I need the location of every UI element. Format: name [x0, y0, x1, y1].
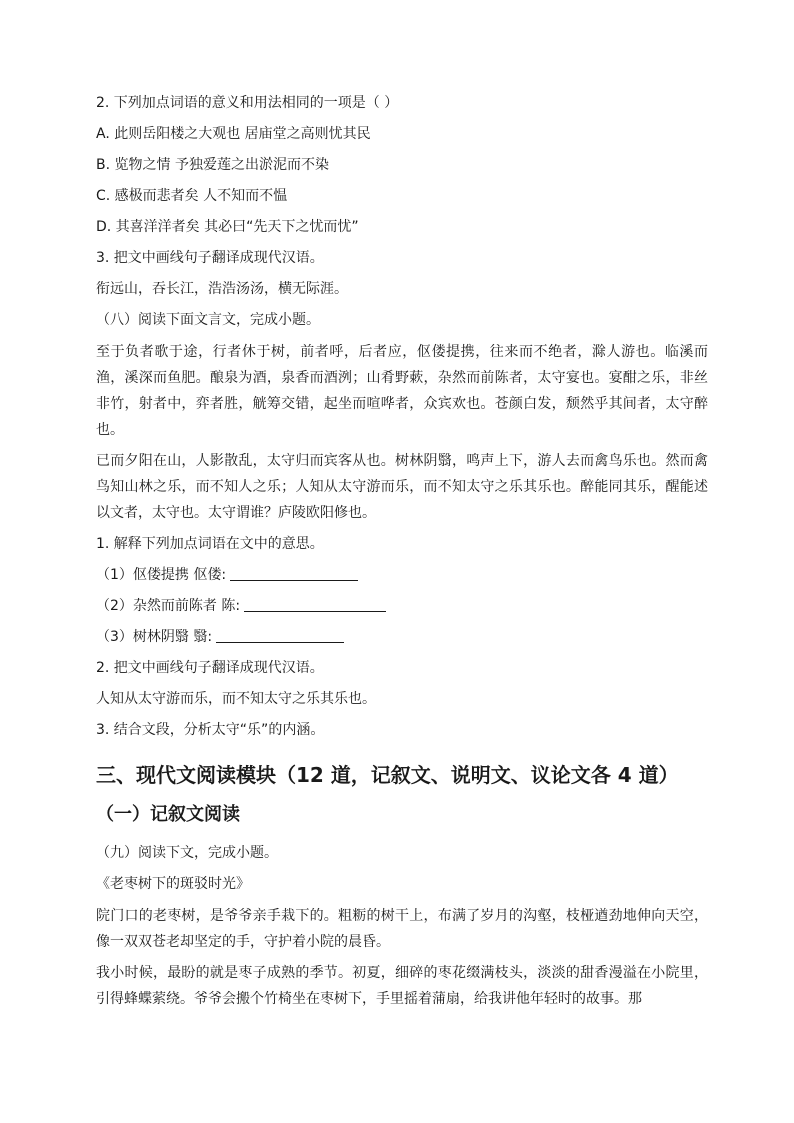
sub-question	[96, 560, 708, 591]
translation-sentence: 衔远山，吞长江，浩浩汤汤，横无际涯。	[96, 281, 348, 297]
question-stem: 1. 解释下列加点词语在文中的意思。	[96, 536, 324, 552]
option-d: D. 其喜洋洋者矣 其必曰“先天下之忧而忧”	[96, 219, 359, 235]
option-a: A. 此则岳阳楼之大观也 居庙堂之高则忧其民	[96, 126, 371, 142]
sub-question	[96, 622, 708, 653]
question-stem: 2. 把文中画线句子翻译成现代汉语。	[96, 660, 324, 676]
option-b: B. 览物之情 予独爱莲之出淤泥而不染	[96, 157, 329, 173]
sub-question-text: （2）杂然而前陈者 陈:	[96, 598, 241, 614]
module-heading: 三、现代文阅读模块（12 道，记叙文、说明文、议论文各 4 道）	[96, 763, 679, 787]
section-intro: （八）阅读下面文言文，完成小题。	[96, 312, 320, 328]
question-stem: 2. 下列加点词语的意义和用法相同的一项是（ ）	[96, 95, 399, 111]
sub-question	[96, 591, 708, 622]
sub-question-text: （3）树林阴翳 翳:	[96, 629, 213, 645]
answer-blank[interactable]	[244, 597, 386, 612]
section-intro: （九）阅读下文，完成小题。	[96, 845, 278, 861]
essay-paragraph: 院门口的老枣树，是爷爷亲手栽下的。粗粝的树干上，布满了岁月的沟壑，枝桠遒劲地伸向天空，像一双双苍老却坚定的手，守护着小院的晨昏。	[96, 908, 708, 950]
page-content	[96, 88, 708, 1012]
answer-blank[interactable]	[216, 628, 344, 643]
sub-question-text: （1）伛偻提携 伛偻:	[96, 567, 227, 583]
subsection-heading: （一）记叙文阅读	[96, 804, 240, 825]
essay-title: 《老枣树下的斑驳时光》	[96, 876, 250, 892]
question-stem: 3. 把文中画线句子翻译成现代汉语。	[96, 250, 324, 266]
translation-sentence: 人知从太守游而乐，而不知太守之乐其乐也。	[96, 691, 376, 707]
question-stem: 3. 结合文段，分析太守“乐”的内涵。	[96, 722, 325, 738]
essay-paragraph: 我小时候，最盼的就是枣子成熟的季节。初夏，细碎的枣花缀满枝头，淡淡的甜香漫溢在小院里，引得蜂蝶萦绕。爷爷会搬个竹椅坐在枣树下，手里摇着蒲扇，给我讲他年轻时的故事。那	[96, 965, 708, 1007]
passage-paragraph: 至于负者歌于途，行者休于树，前者呼，后者应，伛偻提携，往来而不绝者，滁人游也。临溪而渔，溪深而鱼肥。酿泉为酒，泉香而酒洌；山肴野蔌，杂然而前陈者，太守宴也。宴酣之乐，非丝非竹，射者中，弈者胜，觥筹交错，起坐而喧哗者，众宾欢也。苍颜白发，颓然乎其间者，太守醉也。	[96, 344, 708, 438]
passage-paragraph: 已而夕阳在山，人影散乱，太守归而宾客从也。树林阴翳，鸣声上下，游人去而禽鸟乐也。然而禽鸟知山林之乐，而不知人之乐；人知从太守游而乐，而不知太守之乐其乐也。醉能同其乐，醒能述以文者，太守也。太守谓谁？庐陵欧阳修也。	[96, 453, 708, 521]
option-c: C. 感极而悲者矣 人不知而不愠	[96, 188, 288, 204]
answer-blank[interactable]	[230, 566, 358, 581]
